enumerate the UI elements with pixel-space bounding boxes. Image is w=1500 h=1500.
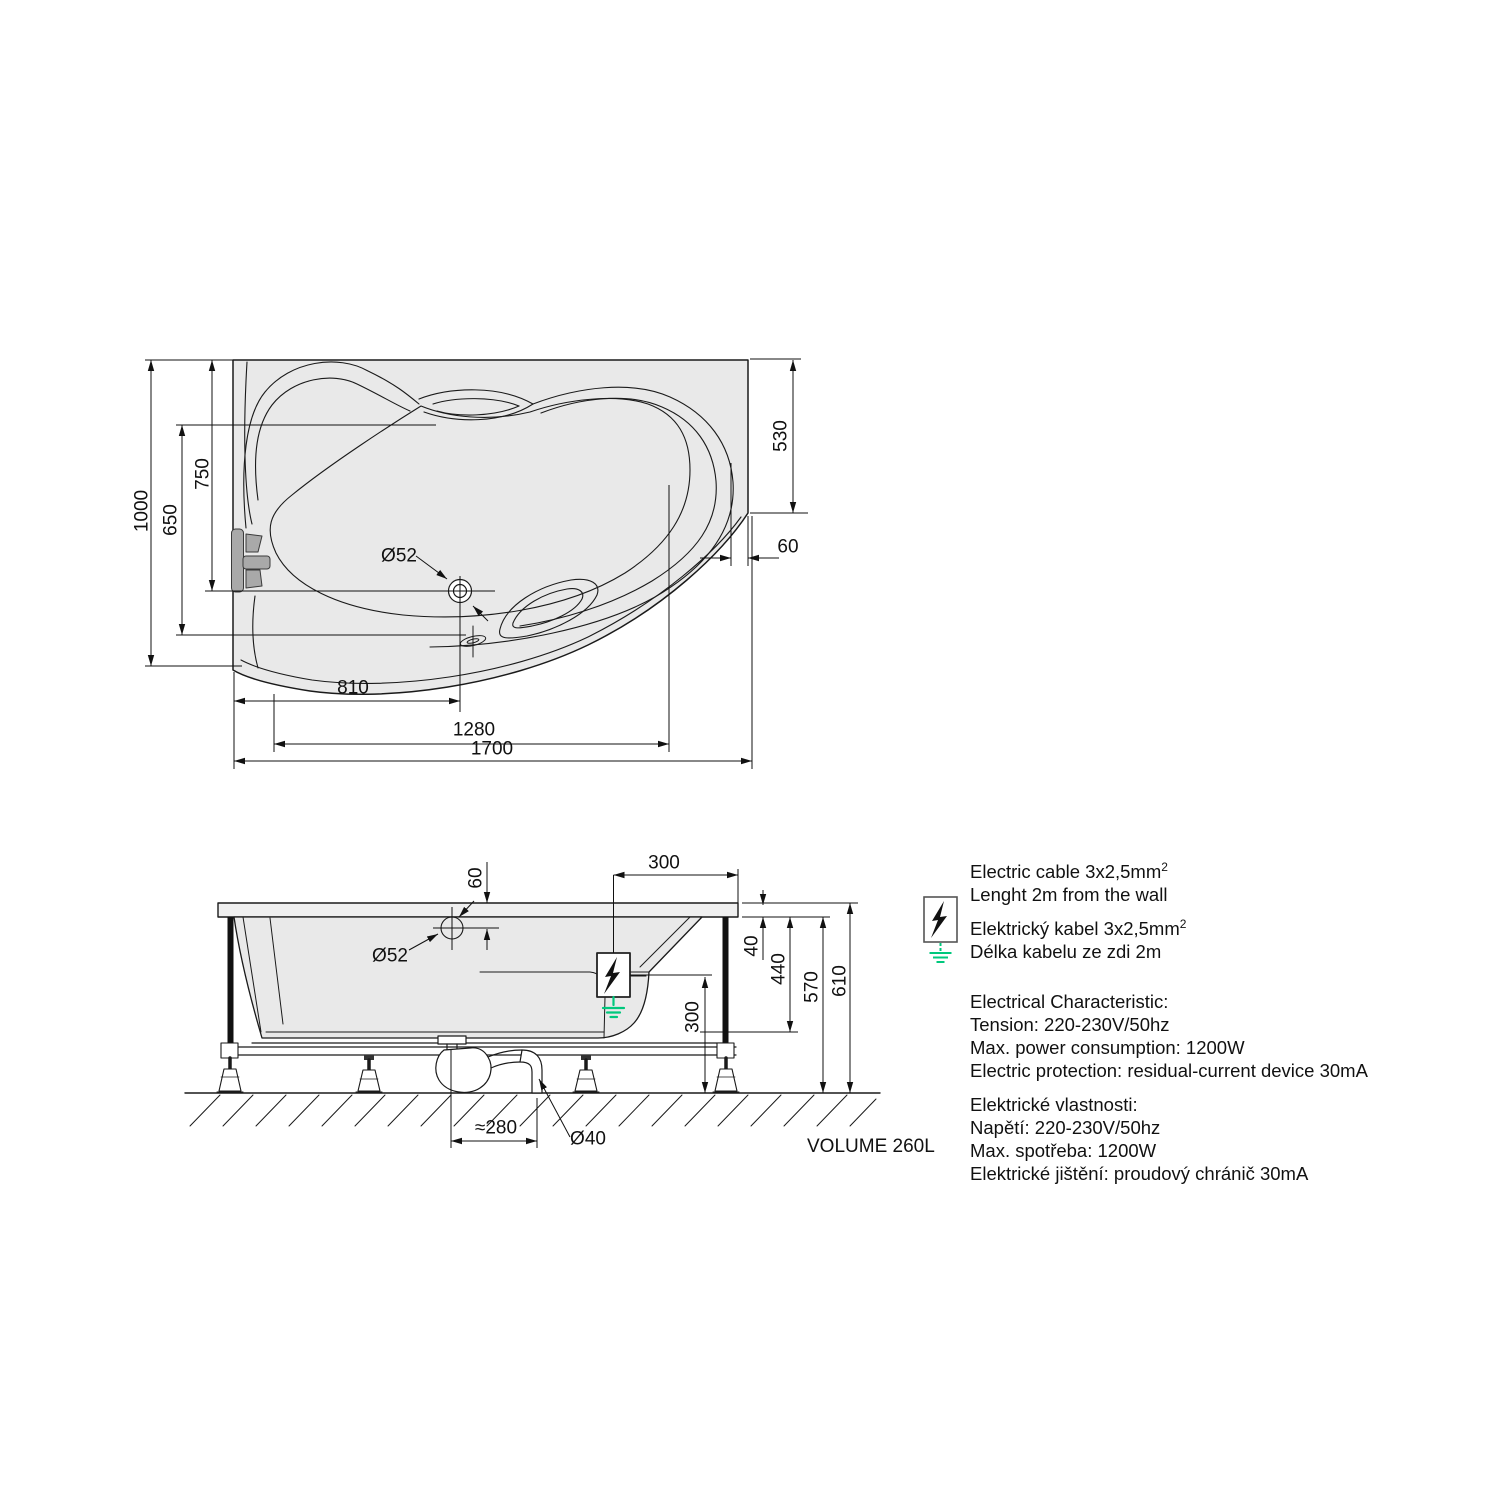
- side-dim-waste-pipe: Ø40: [570, 1128, 606, 1150]
- side-dim-280: ≈280: [474, 1117, 518, 1139]
- note-line: Max. power consumption: 1200W: [970, 1037, 1245, 1058]
- note-electrical-cz: [970, 1093, 1308, 1185]
- plan-dim-810: 810: [337, 677, 369, 699]
- ground-hatching: [190, 1095, 876, 1126]
- side-dim-40: 40: [741, 935, 763, 957]
- plan-dim-530: 530: [770, 420, 792, 452]
- side-view: [185, 903, 880, 1126]
- side-dim-570: 570: [801, 971, 823, 1003]
- note-line: Electric cable $3x2,5mm^2$: [970, 859, 1168, 882]
- plan-dim-750: 750: [192, 458, 214, 490]
- plan-dim-1280: 1280: [452, 719, 496, 741]
- side-dim-60: 60: [465, 867, 487, 889]
- plan-dim-1700: 1700: [470, 738, 514, 760]
- note-title: Elektrické vlastnosti:: [970, 1094, 1138, 1115]
- electric-symbol-icon: [597, 953, 630, 997]
- note-line: Tension: 220-230V/50hz: [970, 1014, 1170, 1035]
- plan-dim-650: 650: [160, 504, 182, 536]
- plan-view: [232, 360, 749, 694]
- siphon: [436, 1036, 542, 1093]
- side-dim-300-top: 300: [648, 852, 680, 874]
- plan-dim-drain: Ø52: [381, 545, 417, 567]
- note-line: Lenght 2m from the wall: [970, 884, 1168, 905]
- side-dim-440: 440: [768, 953, 790, 985]
- note-line: Napětí: 220-230V/50hz: [970, 1117, 1161, 1138]
- note-line: Délka kabelu ze zdi 2m: [970, 941, 1162, 962]
- note-line: Electric protection: residual-current device 30mA: [970, 1060, 1368, 1081]
- plan-dim-60: 60: [777, 536, 799, 558]
- note-line: Max. spotřeba: 1200W: [970, 1140, 1157, 1161]
- note-line: Elektrické jištění: proudový chránič 30mA: [970, 1163, 1309, 1184]
- note-line: Elektrický kabel $3x2,5mm^2$: [970, 916, 1187, 939]
- side-dim-300-v: 300: [682, 1001, 704, 1033]
- side-dim-drain: Ø52: [372, 945, 408, 967]
- note-cable-cz: [970, 917, 1186, 963]
- plan-dim-1000: 1000: [131, 489, 153, 533]
- side-dim-610: 610: [829, 965, 851, 997]
- note-electrical-en: [970, 990, 1368, 1082]
- volume-label: VOLUME 260L: [807, 1136, 935, 1157]
- notes-ground-icon: [930, 943, 952, 962]
- note-cable-en: [970, 860, 1168, 906]
- note-title: Electrical Characteristic:: [970, 991, 1169, 1012]
